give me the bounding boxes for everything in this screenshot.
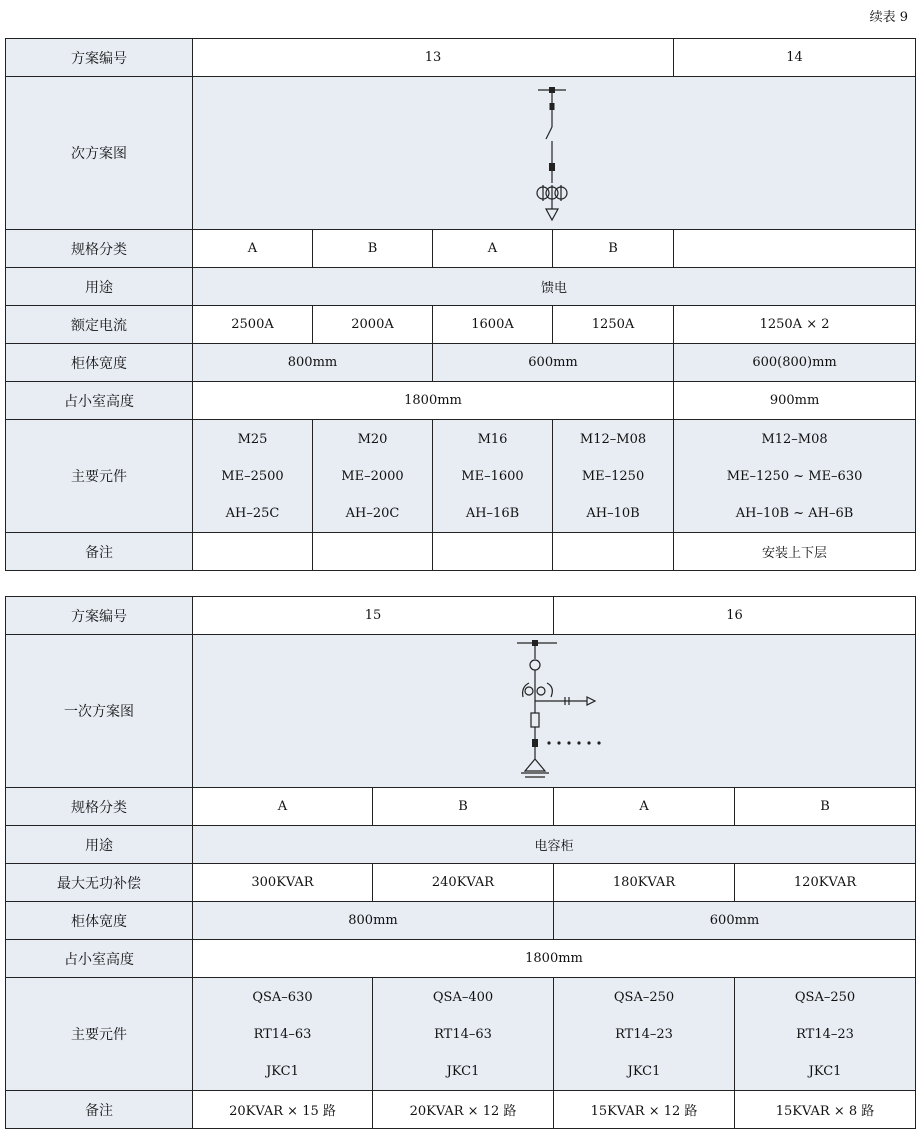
compensation-cell: 300KVAR bbox=[193, 864, 373, 902]
width-cell: 800mm bbox=[193, 902, 554, 940]
label-room-height: 占小室高度 bbox=[6, 940, 193, 978]
remark-cell: 20KVAR × 12 路 bbox=[373, 1091, 554, 1129]
label-remarks: 备注 bbox=[6, 1091, 193, 1129]
label-main-components: 主要元件 bbox=[6, 420, 193, 533]
component-line: QSA–400 bbox=[432, 989, 494, 1005]
usage-value: 馈电 bbox=[193, 268, 916, 306]
capacitor-circuit-diagram bbox=[193, 635, 916, 788]
label-cabinet-width: 柜体宽度 bbox=[6, 902, 193, 940]
remark-cell: 15KVAR × 12 路 bbox=[554, 1091, 735, 1129]
component-line: ME–2000 bbox=[341, 468, 404, 484]
feeder-circuit-diagram bbox=[193, 77, 916, 230]
component-line: QSA–630 bbox=[252, 989, 313, 1005]
row-scheme-number bbox=[6, 39, 916, 77]
label-diagram: 次方案图 bbox=[6, 77, 193, 230]
rated-current-cell: 1600A bbox=[433, 306, 553, 344]
components-cell bbox=[313, 420, 433, 533]
component-line: AH–16B bbox=[465, 505, 520, 521]
spec-class-cell: B bbox=[373, 788, 554, 826]
height-cell: 900mm bbox=[674, 382, 916, 420]
component-line: QSA–250 bbox=[613, 989, 675, 1005]
continuation-label: 续表 9 bbox=[869, 10, 908, 25]
components-cell bbox=[193, 978, 373, 1091]
components-cell bbox=[553, 420, 674, 533]
compensation-cell: 120KVAR bbox=[735, 864, 916, 902]
component-line: ME–1250 bbox=[581, 468, 645, 484]
feeder-single-line-diagram bbox=[524, 81, 584, 226]
spec-class-cell: B bbox=[553, 230, 674, 268]
component-line: M12–M08 bbox=[761, 431, 828, 447]
rated-current-cell: 1250A × 2 bbox=[674, 306, 916, 344]
component-line: RT14–23 bbox=[615, 1026, 673, 1042]
row-spec-class bbox=[6, 788, 916, 826]
spec-class-cell: A bbox=[433, 230, 553, 268]
row-usage bbox=[6, 826, 916, 864]
remark-cell: 安装上下层 bbox=[674, 533, 916, 571]
label-main-components: 主要元件 bbox=[6, 978, 193, 1091]
scheme-table-13-14 bbox=[5, 38, 916, 571]
remark-cell bbox=[193, 533, 313, 571]
width-cell: 800mm bbox=[193, 344, 433, 382]
scheme-number-13: 13 bbox=[193, 39, 674, 77]
spec-class-cell: A bbox=[193, 230, 313, 268]
component-line: AH–10B ~ AH–6B bbox=[735, 505, 854, 521]
label-usage: 用途 bbox=[6, 826, 193, 864]
label-spec-class: 规格分类 bbox=[6, 788, 193, 826]
component-line: M20 bbox=[357, 431, 388, 447]
scheme-table-15-16 bbox=[5, 596, 916, 1129]
label-spec-class: 规格分类 bbox=[6, 230, 193, 268]
rated-current-cell: 2500A bbox=[193, 306, 313, 344]
width-cell: 600mm bbox=[554, 902, 916, 940]
component-line: RT14–63 bbox=[253, 1026, 312, 1042]
spec-class-cell: B bbox=[313, 230, 433, 268]
remark-cell: 15KVAR × 8 路 bbox=[735, 1091, 916, 1129]
spec-class-cell: A bbox=[193, 788, 373, 826]
component-line: JKC1 bbox=[266, 1063, 299, 1079]
label-rated-current: 额定电流 bbox=[6, 306, 193, 344]
width-cell: 600(800)mm bbox=[674, 344, 916, 382]
row-room-height bbox=[6, 382, 916, 420]
remark-cell bbox=[313, 533, 433, 571]
label-max-compensation: 最大无功补偿 bbox=[6, 864, 193, 902]
remark-cell bbox=[553, 533, 674, 571]
compensation-cell: 180KVAR bbox=[554, 864, 735, 902]
component-line: ME–2500 bbox=[221, 468, 284, 484]
row-diagram bbox=[6, 77, 916, 230]
height-cell: 1800mm bbox=[193, 940, 916, 978]
label-usage: 用途 bbox=[6, 268, 193, 306]
scheme-number-16: 16 bbox=[554, 597, 916, 635]
compensation-cell: 240KVAR bbox=[373, 864, 554, 902]
row-cabinet-width bbox=[6, 344, 916, 382]
components-cell bbox=[735, 978, 916, 1091]
row-cabinet-width bbox=[6, 902, 916, 940]
remark-cell bbox=[433, 533, 553, 571]
row-usage bbox=[6, 268, 916, 306]
label-diagram: 一次方案图 bbox=[6, 635, 193, 788]
row-room-height bbox=[6, 940, 916, 978]
component-line: AH–20C bbox=[345, 505, 400, 521]
row-remarks bbox=[6, 533, 916, 571]
usage-value: 电容柜 bbox=[193, 826, 916, 864]
component-line: AH–25C bbox=[225, 505, 280, 521]
component-line: AH–10B bbox=[586, 505, 640, 521]
label-room-height: 占小室高度 bbox=[6, 382, 193, 420]
component-line: M12–M08 bbox=[579, 431, 647, 447]
component-line: ME–1250 ~ ME–630 bbox=[726, 468, 863, 484]
height-cell: 1800mm bbox=[193, 382, 674, 420]
spec-class-cell: B bbox=[735, 788, 916, 826]
row-spec-class bbox=[6, 230, 916, 268]
component-line: M16 bbox=[477, 431, 508, 447]
capacitor-single-line-diagram bbox=[499, 637, 609, 785]
remark-cell: 20KVAR × 15 路 bbox=[193, 1091, 373, 1129]
component-line: RT14–23 bbox=[796, 1026, 854, 1042]
component-line: RT14–63 bbox=[434, 1026, 492, 1042]
component-line: JKC1 bbox=[808, 1063, 842, 1079]
row-max-compensation bbox=[6, 864, 916, 902]
rated-current-cell: 2000A bbox=[313, 306, 433, 344]
label-remarks: 备注 bbox=[6, 533, 193, 571]
scheme-number-14: 14 bbox=[674, 39, 916, 77]
label-scheme-number: 方案编号 bbox=[6, 597, 193, 635]
spec-class-cell: A bbox=[554, 788, 735, 826]
row-scheme-number bbox=[6, 597, 916, 635]
row-diagram bbox=[6, 635, 916, 788]
row-main-components bbox=[6, 978, 916, 1091]
label-scheme-number: 方案编号 bbox=[6, 39, 193, 77]
label-cabinet-width: 柜体宽度 bbox=[6, 344, 193, 382]
component-line: JKC1 bbox=[627, 1063, 661, 1079]
scheme-number-15: 15 bbox=[193, 597, 554, 635]
components-cell bbox=[554, 978, 735, 1091]
components-cell bbox=[433, 420, 553, 533]
components-cell bbox=[674, 420, 916, 533]
row-rated-current bbox=[6, 306, 916, 344]
rated-current-cell: 1250A bbox=[553, 306, 674, 344]
components-cell bbox=[373, 978, 554, 1091]
row-remarks bbox=[6, 1091, 916, 1129]
component-line: JKC1 bbox=[446, 1063, 480, 1079]
component-line: M25 bbox=[237, 431, 268, 447]
component-line: QSA–250 bbox=[794, 989, 856, 1005]
components-cell bbox=[193, 420, 313, 533]
width-cell: 600mm bbox=[433, 344, 674, 382]
component-line: ME–1600 bbox=[461, 468, 524, 484]
row-main-components bbox=[6, 420, 916, 533]
spec-class-cell bbox=[674, 230, 916, 268]
